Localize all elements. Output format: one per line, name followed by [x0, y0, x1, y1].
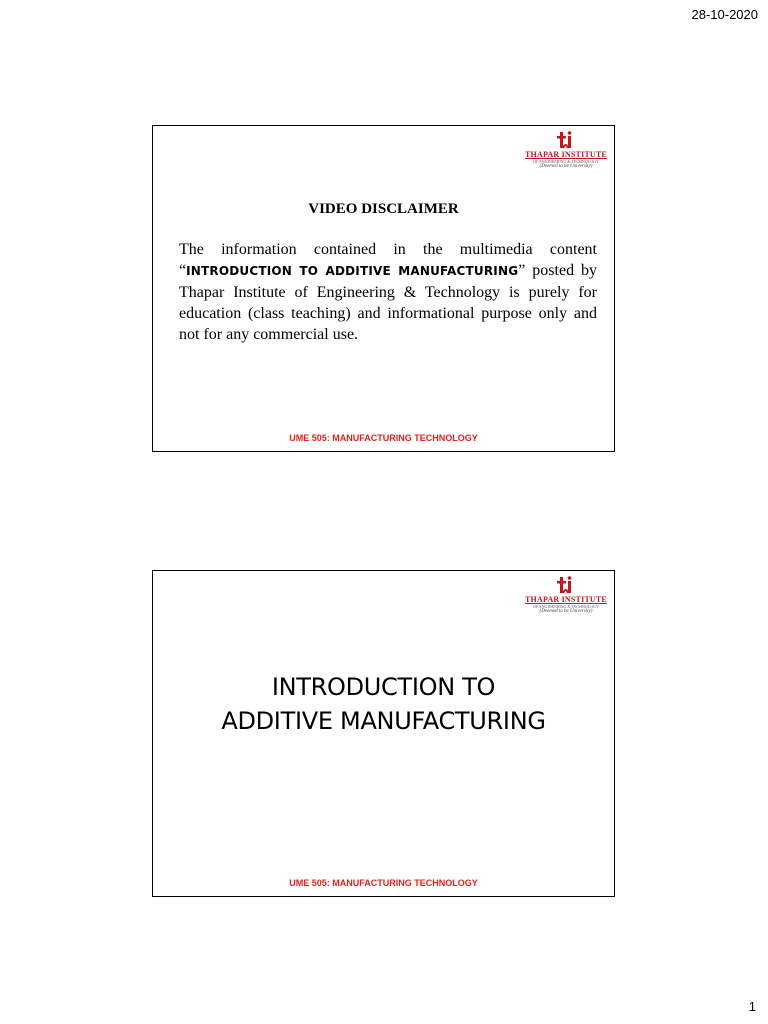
main-title-line-1: INTRODUCTION TO: [271, 673, 496, 701]
logo-name: THAPAR INSTITUTE: [525, 595, 607, 604]
logo-tagline: OF ENGINEERING & TECHNOLOGY: [533, 604, 599, 609]
disclaimer-text-start: The information contained in the multimedia content “: [179, 241, 597, 279]
disclaimer-body: [179, 239, 597, 345]
logo-name: THAPAR INSTITUTE: [525, 150, 607, 159]
institute-logo: [521, 575, 611, 619]
slide-title: [152, 570, 615, 897]
course-title-inline: INTRODUCTION TO ADDITIVE MANUFACTURING: [186, 264, 519, 278]
slide-footer: UME 505: MANUFACTURING TECHNOLOGY: [289, 433, 478, 443]
logo-deemed: (Deemed to be University): [539, 609, 593, 614]
logo-tagline: OF ENGINEERING & TECHNOLOGY: [533, 159, 599, 164]
main-title: [153, 670, 614, 738]
page-number: 1: [748, 999, 756, 1014]
disclaimer-text-end: ” posted by Thapar Institute of Engineering & Technology is purely for education (class teaching) and informational purpose only and not for any commercial use.: [179, 262, 597, 343]
main-title-line-2: ADDITIVE MANUFACTURING: [221, 707, 546, 735]
institute-logo: [521, 130, 611, 174]
thapar-logo-icon: [556, 575, 576, 595]
slide-footer: UME 505: MANUFACTURING TECHNOLOGY: [289, 878, 478, 888]
disclaimer-heading: VIDEO DISCLAIMER: [308, 201, 459, 217]
thapar-logo-icon: [556, 130, 576, 150]
slide-disclaimer: [152, 125, 615, 452]
page-date: 28-10-2020: [691, 7, 758, 22]
logo-deemed: (Deemed to be University): [539, 164, 593, 169]
